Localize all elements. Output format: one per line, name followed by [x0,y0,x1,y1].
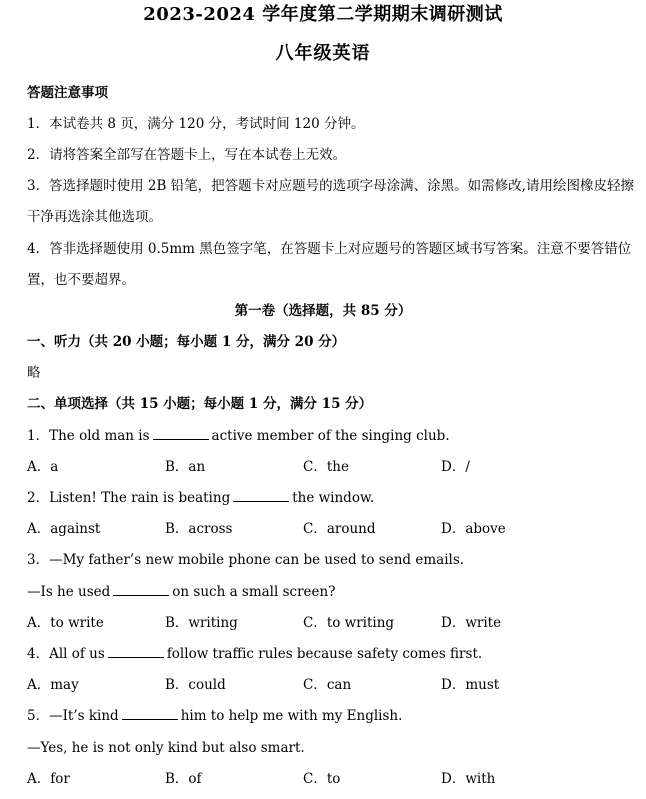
question-4: 4．All of us follow traffic rules because safety comes first. [27,646,483,662]
note-item: 置，也不要超界。 [27,272,135,288]
question-1: 1．The old man is active member of the singing club. [27,428,450,444]
option-b: B．writing [165,615,238,631]
option-c: C．can [303,677,352,693]
note-item: 4．答非选择题使用 0.5mm 黑色签字笔，在答题卡上对应题号的答题区域书写答案。注意不要答错位 [27,241,632,257]
notes-heading: 答题注意事项 [27,85,108,101]
question-2: 2．Listen! The rain is beating the window. [27,490,375,506]
option-d: D．above [441,521,506,537]
section2-heading: 二、单项选择（共 15 小题；每小题 1 分，满分 15 分） [27,396,373,412]
option-c: C．around [303,521,376,537]
option-c: C．to [303,771,341,787]
note-item: 1．本试卷共 8 页，满分 120 分，考试时间 120 分钟。 [27,116,365,132]
option-a: A．against [27,521,101,537]
question-5-reply: —Yes, he is not only kind but also smart. [27,740,305,756]
option-d: D．write [441,615,502,631]
question-5: 5．—It’s kind him to help me with my English. [27,708,403,724]
option-a: A．may [27,677,79,693]
question-3: 3．—My father’s new mobile phone can be used to send emails. [27,552,465,568]
option-a: A．for [27,771,70,787]
option-d: D．with [441,771,496,787]
exam-title: 2023-2024 学年度第二学期期末调研测试 [143,4,503,25]
option-b: B．across [165,521,233,537]
option-c: C．to writing [303,615,395,631]
exam-subtitle: 八年级英语 [275,43,371,64]
answer-blank [153,427,209,440]
answer-blank [122,707,178,720]
option-d: D．must [441,677,500,693]
option-c: C．the [303,459,349,475]
question-3-reply: —Is he used on such a small screen? [27,584,336,600]
note-item: 3．答选择题时使用 2B 铅笔，把答题卡对应题号的选项字母涂满、涂黑。如需修改,请用绘图橡皮轻擦 [27,178,634,194]
answer-blank [113,583,169,596]
option-b: B．an [165,459,206,475]
option-b: B．of [165,771,202,787]
section1-content: 略 [27,365,41,381]
section1-heading: 一、听力（共 20 小题；每小题 1 分，满分 20 分） [27,334,346,350]
volume-title: 第一卷（选择题，共 85 分） [234,303,412,319]
option-a: A．a [27,459,59,475]
answer-blank [233,489,289,502]
option-d: D．/ [441,459,470,475]
note-item: 干净再选涂其他选项。 [27,209,162,225]
option-b: B．could [165,677,226,693]
option-a: A．to write [27,615,104,631]
answer-blank [108,645,164,658]
note-item: 2．请将答案全部写在答题卡上，写在本试卷上无效。 [27,147,347,163]
